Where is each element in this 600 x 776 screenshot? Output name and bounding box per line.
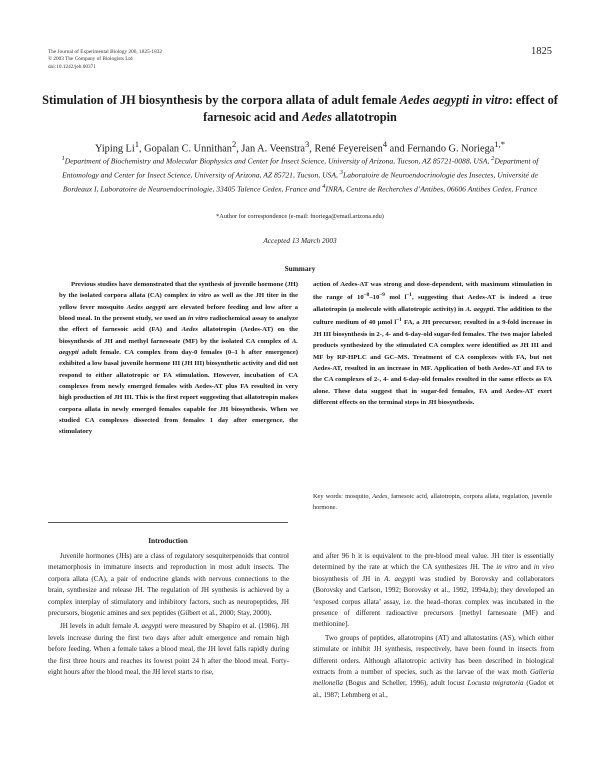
- section-divider: [48, 522, 288, 523]
- body-text: biosynthesis of JH in: [313, 574, 385, 583]
- body-paragraph: [313, 551, 554, 631]
- affiliations: [48, 153, 552, 195]
- summary-text-italic: A. aegypti: [465, 305, 494, 313]
- affiliation-text: Department of Biochemistry and Molecular Biophysics and Center for Insect Science, University of Arizona, Tucson, AZ 85721-0088, USA,: [64, 156, 492, 166]
- summary-text: action of Aedes-AT was strong and dose-dependent, with maximum stimulation in the range of 10: [313, 281, 552, 302]
- author-name: and Fernando G. Noriega: [387, 143, 495, 155]
- summary-left-column: [59, 279, 298, 438]
- author-affiliation-mark: 4: [382, 139, 388, 149]
- body-text: and: [517, 563, 534, 572]
- body-text: Two groups of peptides, allatotropins (AT) and allatostatins (AS), which either stimulate or inhibit JH synthesis, respectively, have been found in insects from different orders. Although allatotropic activity has been described in biological extracts from a number of species, such as the larvae of the wax moth: [313, 633, 554, 677]
- keywords-text-italic: Aedes: [372, 493, 388, 500]
- accepted-date: Accepted 13 March 2003: [263, 236, 337, 245]
- introduction-right-column: [313, 551, 554, 701]
- body-text-italic: A. aegypti: [133, 622, 163, 631]
- body-text: (Gadot et al., 1987; Lehmberg et al.,: [313, 679, 554, 699]
- summary-text-italic: Aedes aegypti: [126, 303, 166, 311]
- article-title: [40, 92, 560, 125]
- summary-text: FA, a JH precursor, resulted in a 9-fold increase in JH III biosynthesis in 2-, 4- and 6-day-old sugar-fed females. The two major labeled products synthesized by the stimulated CA complex were identified as JH III and MF by RP-HPLC and GC–MS. Treatment of CA complexes with FA, but not Aedes-AT, resulted in an increase in MF. Application of both Aedes-AT and FA to the CA complexes of 2-, 4- and 6-day-old females resulted in the same effects as FA alone. These data suggest that in sugar-fed females, FA and Aedes-AT exert different effects on the terminal steps in JH biosynthesis.: [313, 319, 552, 406]
- summary-text: . The addition to the culture medium of 40 µmol l: [313, 305, 552, 327]
- title-text-italic: Aedes: [301, 109, 332, 124]
- body-text: (Bogus and Scheller, 1996), adult locust: [342, 679, 468, 688]
- superscript: –1: [406, 292, 412, 299]
- keywords: [313, 491, 552, 513]
- summary-text-italic: A. aegypti: [59, 337, 298, 357]
- body-text-italic: Locusta migratoria: [467, 679, 524, 688]
- body-text: and after 96 h it is equivalent to the pre-blood meal value. JH titer is essentially determined by the rate at which the CA synthesizes JH. The: [313, 552, 554, 572]
- summary-text-italic: Aedes: [181, 326, 199, 334]
- summary-right-column: [313, 279, 552, 408]
- summary-text-italic: in vitro: [190, 292, 212, 300]
- author-name: , Gopalan C. Unnithan: [139, 143, 232, 155]
- affiliation-mark: 1: [61, 155, 65, 162]
- superscript: –1: [396, 317, 402, 324]
- body-paragraph: [48, 621, 289, 678]
- author-name: , René Feyereisen: [309, 143, 383, 155]
- summary-text: , suggesting that Aedes-AT is indeed a true allatotropin (a molecule with allatotropic activity) in: [313, 294, 552, 313]
- body-text: was studied by Borovsky and collaborators (Borovsky and Carlson, 1992; Borovsky et al., 1992, 1994a,b); they developed an ‘exposed corpus allata’ assay, i.e. the head–thorax complex was incubated in the presence of different radioactive precursors [methyl farnesoate (MF) and methionine].: [313, 574, 555, 629]
- body-text-italic: A. aegypti: [384, 574, 416, 583]
- affiliation-text: Department of Entomology and Center for Insect Science, University of Arizona, AZ 85721, Tucson, USA,: [62, 156, 539, 180]
- journal-line: The Journal of Experimental Biology 206, 1825-1832: [48, 49, 163, 55]
- summary-text: –10: [369, 294, 380, 302]
- summary-text: adult female. CA complex from day-0 females (0–1 h after emergence) exhibited a low basal juvenile hormone III (JH III) biosynthetic activity and did not respond to either allatotropic or FA stimulation. However, incubation of CA complexes from newly emerged females with Aedes-AT plus FA resulted in very high production of JH III. This is the first report suggesting that allatotropin makes corpora allata in newly emerged females capable for JH biosynthesis. When we studied CA complexes dissected from females 1 day after emergence, the stimulatory: [59, 349, 298, 436]
- summary-text: are elevated before feeding and low after a blood meal. In the present study, we used an: [59, 303, 298, 323]
- body-text-italic: in vivo: [533, 563, 554, 572]
- title-text: Stimulation of JH biosynthesis by the corpora allata of adult female: [42, 93, 400, 107]
- superscript: –9: [379, 292, 385, 299]
- summary-heading: Summary: [284, 264, 316, 273]
- summary-text: mol l: [384, 294, 407, 302]
- affiliation-text: and: [307, 184, 323, 194]
- introduction-left-column: [48, 551, 289, 678]
- keywords-text: Key words: mosquito,: [313, 493, 373, 500]
- affiliation-mark: 4: [322, 183, 326, 191]
- copyright-line: © 2003 The Company of Biologists Ltd: [48, 56, 133, 63]
- introduction-heading: Introduction: [148, 536, 188, 545]
- author-affiliation-mark: 1: [134, 139, 140, 149]
- author-affiliation-mark: 3: [305, 139, 310, 149]
- author-name: , Jan A. Veenstra: [236, 143, 305, 155]
- correspondence-note: *Author for correspondence (e-mail: fnoriega@email.arizona.edu): [216, 213, 384, 220]
- doi-line: doi:10.1242/jeb.00371: [48, 63, 96, 70]
- title-text-italic: Aedes aegypti in vitro: [399, 93, 509, 107]
- affiliation-text: INRA, Centre de Recherches d’Antibes, 06606 Antibes Cedex, France: [325, 184, 538, 194]
- superscript: –8: [363, 292, 370, 299]
- page-number: 1825: [531, 46, 552, 57]
- author-name: Yiping Li: [94, 143, 135, 155]
- summary-text: allatotropin (Aedes-AT) on the biosynthesis of JH and methyl farnesoate (MF) by the isolated CA complex of: [59, 326, 298, 345]
- summary-text: Previous studies have demonstrated that the synthesis of juvenile hormone (JH) by the isolated corpora allata (CA) complex: [59, 281, 298, 300]
- title-text: allatotropin: [331, 109, 397, 124]
- body-paragraph: [313, 633, 554, 701]
- summary-text-italic: in vitro: [187, 315, 208, 323]
- affiliation-text: Laboratoire de Neuroendocrinologie des Insectes, Université de Bordeaux I, Laboratoire de Neuroendocrinologie, 33405 Talence Cedex, France: [62, 170, 538, 194]
- summary-text: as well as the JH titer in the yellow fever mosquito: [59, 292, 298, 311]
- body-text: were measured by Shapiro et al. (1986). JH levels increase during the first two days after adult emergence and remain high before feeding. When a female takes a blood meal, the JH level falls rapidly during the first three hours and reaches its lowest point 24 h after the blood meal. Forty-eight hours after the blood meal, the JH level starts to rise,: [48, 622, 289, 677]
- summary-text: radiochemical assay to analyze the effect of farnesoic acid (FA) and: [59, 315, 298, 334]
- author-affiliation-mark: 2: [231, 139, 237, 149]
- journal-citation: [48, 49, 162, 71]
- body-text: JH levels in adult female: [60, 622, 134, 631]
- body-text-italic: Galleria mellonella: [313, 668, 554, 688]
- body-text-italic: in vitro: [496, 563, 518, 572]
- affiliation-mark: 3: [339, 169, 343, 177]
- keywords-text: , farnesoic acid, allatotropin, corpora allata, regulation, juvenile hormone.: [313, 493, 552, 511]
- body-paragraph: Juvenile hormones (JHs) are a class of regulatory sesquiterpenoids that control metamorphosis in immature insects and reproduction in most adult insects. The corpora allata (CA), a pair of endocrine glands with nervous connections to the brain, synthesize and release JH. The regulation of JH synthesis is achieved by a complex interplay of stimulatory and inhibitory factors, such as neuropeptides, JH precursors, biogenic amines and sex peptides (Gilbert et al., 2000; Stay, 2000).: [48, 552, 289, 618]
- affiliation-mark: 2: [491, 155, 495, 162]
- title-text: : effect of farnesoic acid and: [203, 93, 558, 124]
- author-affiliation-mark: 1,*: [494, 139, 506, 149]
